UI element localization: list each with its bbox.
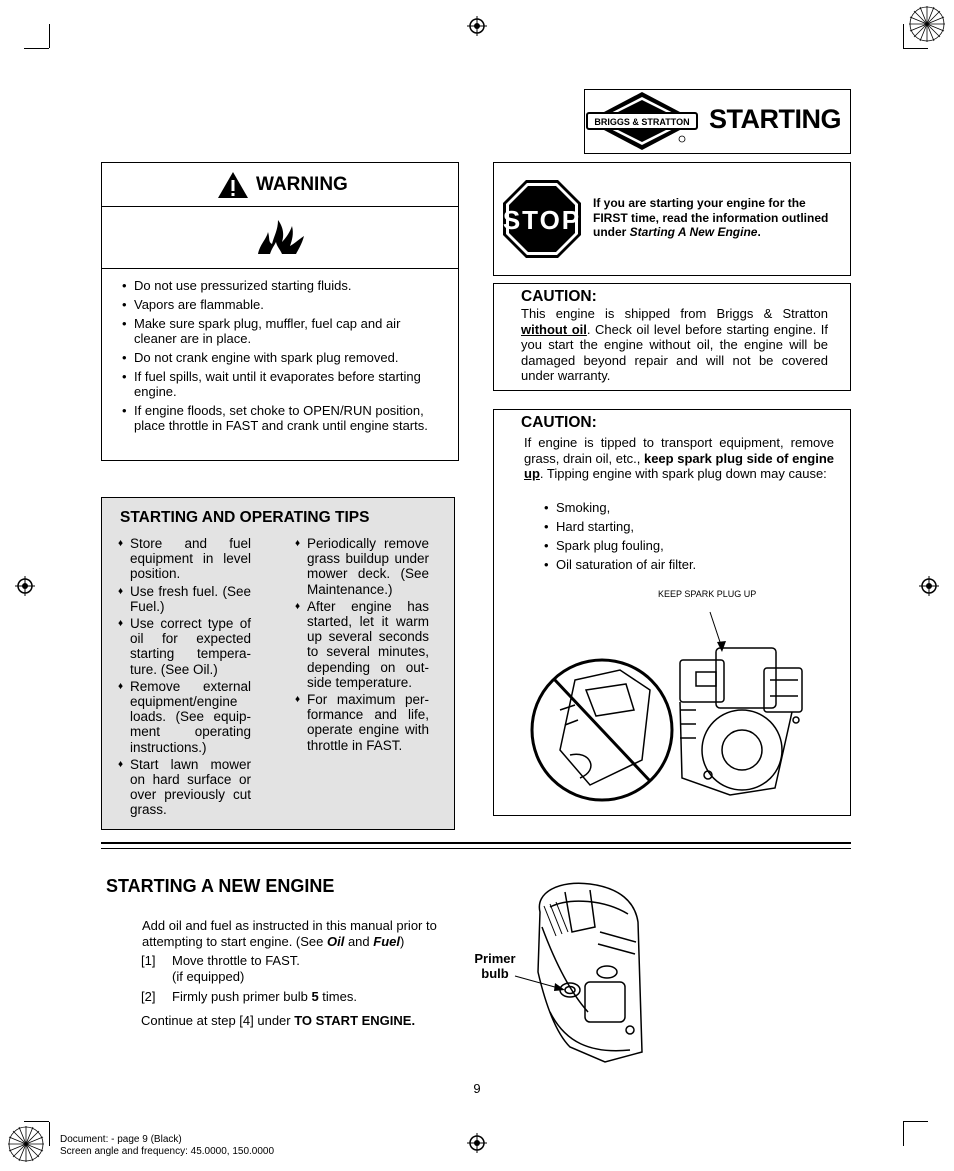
caution-text: If engine is tipped to transport equipment, remove grass, drain oil, etc., keep spark plug side of engine up. Tipping engine with spark plug down may cause: [524,435,834,481]
warning-triangle-icon [217,171,249,199]
tip-item: ♦ Store and fuel equipment in level position. [118,536,251,582]
warning-item: • Do not use pressurized starting fluids. [122,278,430,293]
crop-mark [903,24,904,48]
caution-box-tipping [493,409,851,816]
stop-notice-box [493,162,851,276]
caution-box-oil [493,283,851,391]
caution-heading: CAUTION: [521,414,597,431]
tips-list [118,536,251,818]
warning-item: • Make sure spark plug, muffler, fuel cap and air cleaner are in place. [122,316,430,346]
tip-item: ♦ Start lawn mower on hard surface or over previously cut grass. [118,757,251,818]
page-title: STARTING [709,104,841,134]
tipping-effects-list [544,500,804,572]
warning-box [101,162,459,461]
registration-mark-icon [15,576,35,596]
step-number: [2] [141,989,156,1004]
warning-item: • If fuel spills, wait until it evaporates before starting engine. [122,369,430,399]
svg-text:STOP: STOP [502,205,582,235]
tips-left-column [118,536,251,820]
briggs-stratton-logo [585,90,700,152]
engine-orientation-illustration [530,600,810,805]
crop-mark [903,48,928,49]
starburst-target-icon [8,1126,44,1162]
tip-item: ♦ Use correct type of oil for expected starting tempera-ture. (See Oil.) [118,616,251,677]
tips-box [101,497,455,830]
warning-item: • Do not crank engine with spark plug removed. [122,350,430,365]
tips-right-column [295,536,429,755]
warning-list-container [122,278,430,437]
warning-heading: WARNING [256,174,348,195]
tip-item: ♦ Remove external equipment/engine loads. (See equip-ment operating instructions.) [118,679,251,755]
primer-bulb-label: Primer bulb [474,951,516,981]
registration-mark-icon [467,16,487,36]
crop-mark [903,1121,928,1122]
warning-list [122,278,430,433]
new-engine-intro: Add oil and fuel as instructed in this manual prior to attempting to start engine. (See Oil and Fuel) [142,918,437,949]
warning-header [102,163,458,207]
registration-mark-icon [467,1133,487,1153]
tip-item: ♦ Periodically remove grass buildup under mower deck. (See Maintenance.) [295,536,429,597]
print-footer: Document: - page 9 (Black) Screen angle and frequency: 45.0000, 150.0000 [60,1134,275,1157]
stop-notice-text: If you are starting your engine for the FIRST time, read the information outlined under Starting A New Engine. [593,196,829,239]
stop-notice-reference: Starting A New Engine [629,225,758,239]
flame-icon [256,218,308,256]
registration-mark-icon [919,576,939,596]
tip-item: ♦ For maximum per-formance and life, operate engine with throttle in FAST. [295,692,429,753]
continue-instruction: Continue at step [4] under TO START ENGINE. [141,1013,416,1028]
step-text: Move throttle to FAST. (if equipped) [172,953,300,984]
step-number: [1] [141,953,156,968]
section-divider [101,842,851,844]
crop-mark [49,1122,50,1146]
crop-mark [24,48,49,49]
flame-section [102,206,458,269]
effect-item: • Spark plug fouling, [544,538,804,553]
effect-item: • Smoking, [544,500,804,515]
warning-item: • If engine floods, set choke to OPEN/RUN position, place throttle in FAST and crank until engine starts. [122,403,430,433]
effect-item: • Hard starting, [544,519,804,534]
effect-item: • Oil saturation of air filter. [544,557,804,572]
tips-list [295,536,429,753]
svg-text:BRIGGS & STRATTON: BRIGGS & STRATTON [594,117,690,127]
step-text: Firmly push primer bulb 5 times. [172,989,357,1004]
tips-heading: STARTING AND OPERATING TIPS [120,509,370,526]
caution-heading: CAUTION: [521,288,597,305]
tip-item: ♦ Use fresh fuel. (See Fuel.) [118,584,251,614]
crop-mark [49,24,50,48]
crop-mark [903,1122,904,1146]
figure-label: KEEP SPARK PLUG UP [658,589,757,599]
stop-sign-icon [502,179,582,259]
tipping-effects-container [544,500,804,576]
section-divider [101,848,851,849]
primer-bulb-illustration [510,872,650,1064]
section-heading: STARTING A NEW ENGINE [106,876,335,896]
warning-item: • Vapors are flammable. [122,297,430,312]
starburst-target-icon [909,6,945,42]
page-header [584,89,851,154]
crop-mark [24,1121,49,1122]
caution-text: This engine is shipped from Briggs & Stratton without oil. Check oil level before starting engine. If you start the engine without oil, the engine will be damaged beyond repair and will not be covered under warranty. [521,306,829,383]
tip-item: ♦ After engine has started, let it warm up several seconds to several minutes, depending on out-side temperature. [295,599,429,690]
page-number: 9 [473,1081,481,1096]
